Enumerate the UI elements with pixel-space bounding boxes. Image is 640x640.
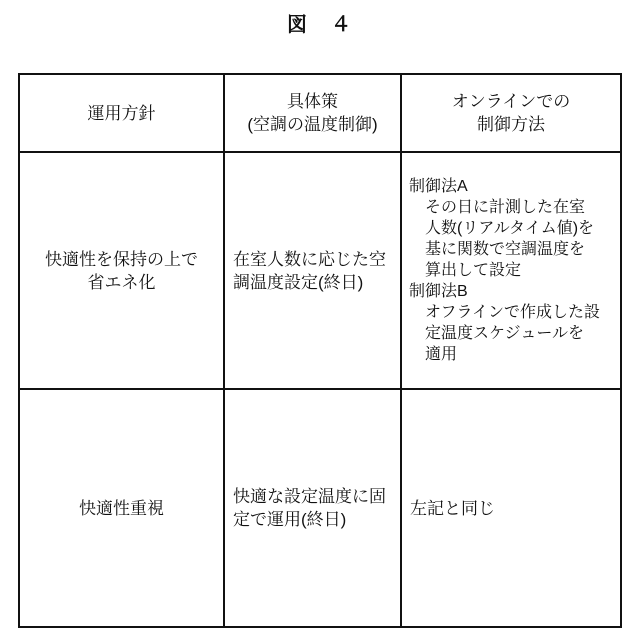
operation-policy-table: [18, 73, 622, 628]
row2-online-method-cell: 左記と同じ: [410, 498, 495, 518]
header-concrete-measure: 具体策 (空調の温度制御): [225, 75, 402, 153]
row1-policy-cell: 快適性を保持の上で 省エネ化: [20, 153, 225, 390]
header-online-control-method: オンラインでの 制御方法: [402, 75, 620, 153]
row2-policy-cell: 快適性重視: [20, 390, 225, 626]
row1-measure-cell: 在室人数に応じた空 調温度設定(終日): [225, 153, 402, 390]
row2-measure-cell: 快適な設定温度に固 定で運用(終日): [225, 390, 402, 626]
row1-online-method-cell: 制御法A その日に計測した在室 人数(リアルタイム値)を 基に関数で空調温度を 算出して設定 制御法B オフラインで作成した設 定温度スケジュールを 適用: [402, 153, 620, 390]
header-operation-policy: 運用方針: [20, 75, 225, 153]
figure-title: 図 ４: [287, 14, 353, 36]
